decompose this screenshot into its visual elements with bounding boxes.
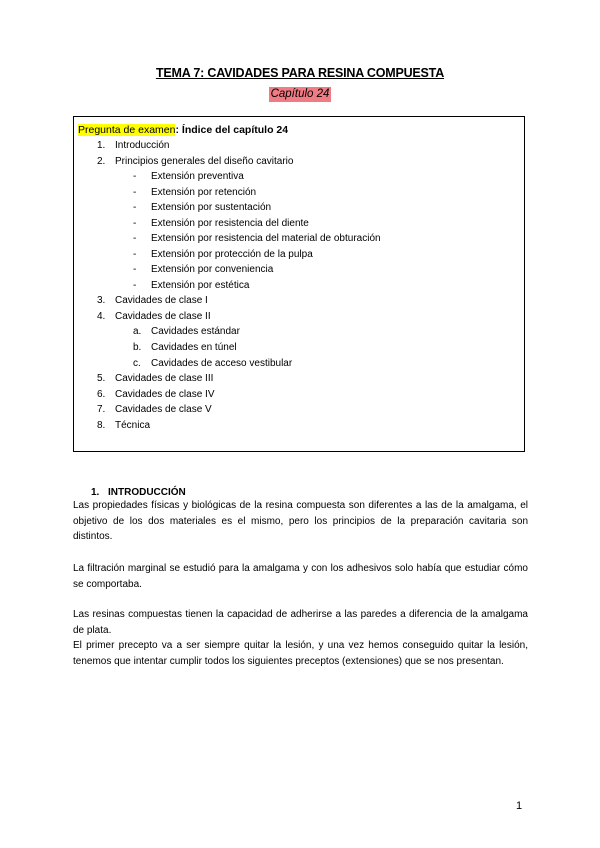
index-subitem-marker: -	[133, 171, 137, 182]
index-subitem: Extensión por resistencia del diente	[151, 218, 309, 229]
paragraph: El primer precepto va a ser siempre quitar la lesión, y una vez hemos conseguido quitar la lesión, tenemos que intentar cumplir todos los siguientes preceptos (extensiones) que se nos presentan.	[73, 640, 528, 667]
index-item: Cavidades de clase V	[115, 404, 212, 415]
section-title: INTRODUCCIÓN	[108, 487, 186, 498]
index-item: Introducción	[115, 140, 170, 151]
index-item-marker: 1.	[97, 140, 106, 151]
index-item: Cavidades de clase I	[115, 295, 208, 306]
chapter-subtitle: Capítulo 24	[270, 88, 330, 100]
exam-question-highlight: Pregunta de examen	[78, 124, 176, 136]
index-item: Cavidades de clase III	[115, 373, 214, 384]
page-number: 1	[516, 800, 523, 812]
index-subitem: Extensión por retención	[151, 187, 257, 198]
paragraph: La filtración marginal se estudió para la amalgama y con los adhesivos solo había que estudiar cómo se comportaba.	[73, 563, 528, 590]
subtitle-container	[0, 84, 600, 102]
index-subitem: Extensión por estética	[151, 280, 250, 291]
paragraph: Las resinas compuestas tienen la capacidad de adherirse a las paredes a diferencia de la amalgama de plata.	[73, 609, 528, 636]
index-subitem-marker: -	[133, 280, 137, 291]
index-item-marker: 5.	[97, 373, 106, 384]
index-subitem: Extensión por resistencia del material de obturación	[151, 233, 381, 244]
index-item-marker: 6.	[97, 389, 106, 400]
index-item-marker: 7.	[97, 404, 106, 415]
index-item-marker: 8.	[97, 420, 106, 431]
index-subitem: Extensión por conveniencia	[151, 264, 274, 275]
index-subitem-marker: c.	[133, 358, 141, 369]
index-subitem-marker: -	[133, 202, 137, 213]
index-subitem-marker: -	[133, 264, 137, 275]
index-subitem: Extensión preventiva	[151, 171, 244, 182]
index-item-marker: 2.	[97, 156, 106, 167]
index-item: Cavidades de clase II	[115, 311, 211, 322]
index-item-marker: 4.	[97, 311, 106, 322]
index-heading-text: : Índice del capítulo 24	[175, 124, 289, 136]
index-subitem: Extensión por sustentación	[151, 202, 272, 213]
index-subitem: Cavidades de acceso vestibular	[151, 358, 293, 369]
index-heading	[78, 123, 288, 137]
paragraph: Las propiedades físicas y biológicas de la resina compuesta son diferentes a las de la amalgama, el objetivo de los dos materiales es el mismo, pero los principios de la preparación cavitaria son distintos.	[73, 500, 528, 542]
index-subitem: Extensión por protección de la pulpa	[151, 249, 313, 260]
index-subitem-marker: -	[133, 187, 137, 198]
section-number: 1.	[91, 487, 100, 498]
index-item: Cavidades de clase IV	[115, 389, 215, 400]
index-item: Técnica	[115, 420, 151, 431]
index-subitem-marker: b.	[133, 342, 142, 353]
index-subitem-marker: -	[133, 233, 137, 244]
index-item-marker: 3.	[97, 295, 106, 306]
index-item: Principios generales del diseño cavitario	[115, 156, 294, 167]
index-subitem: Cavidades en túnel	[151, 342, 237, 353]
chapter-index-box	[73, 116, 525, 452]
document-title: TEMA 7: CAVIDADES PARA RESINA COMPUESTA	[155, 66, 445, 80]
index-subitem-marker: a.	[133, 326, 142, 337]
index-subitem-marker: -	[133, 249, 137, 260]
index-subitem: Cavidades estándar	[151, 326, 240, 337]
index-subitem-marker: -	[133, 218, 137, 229]
